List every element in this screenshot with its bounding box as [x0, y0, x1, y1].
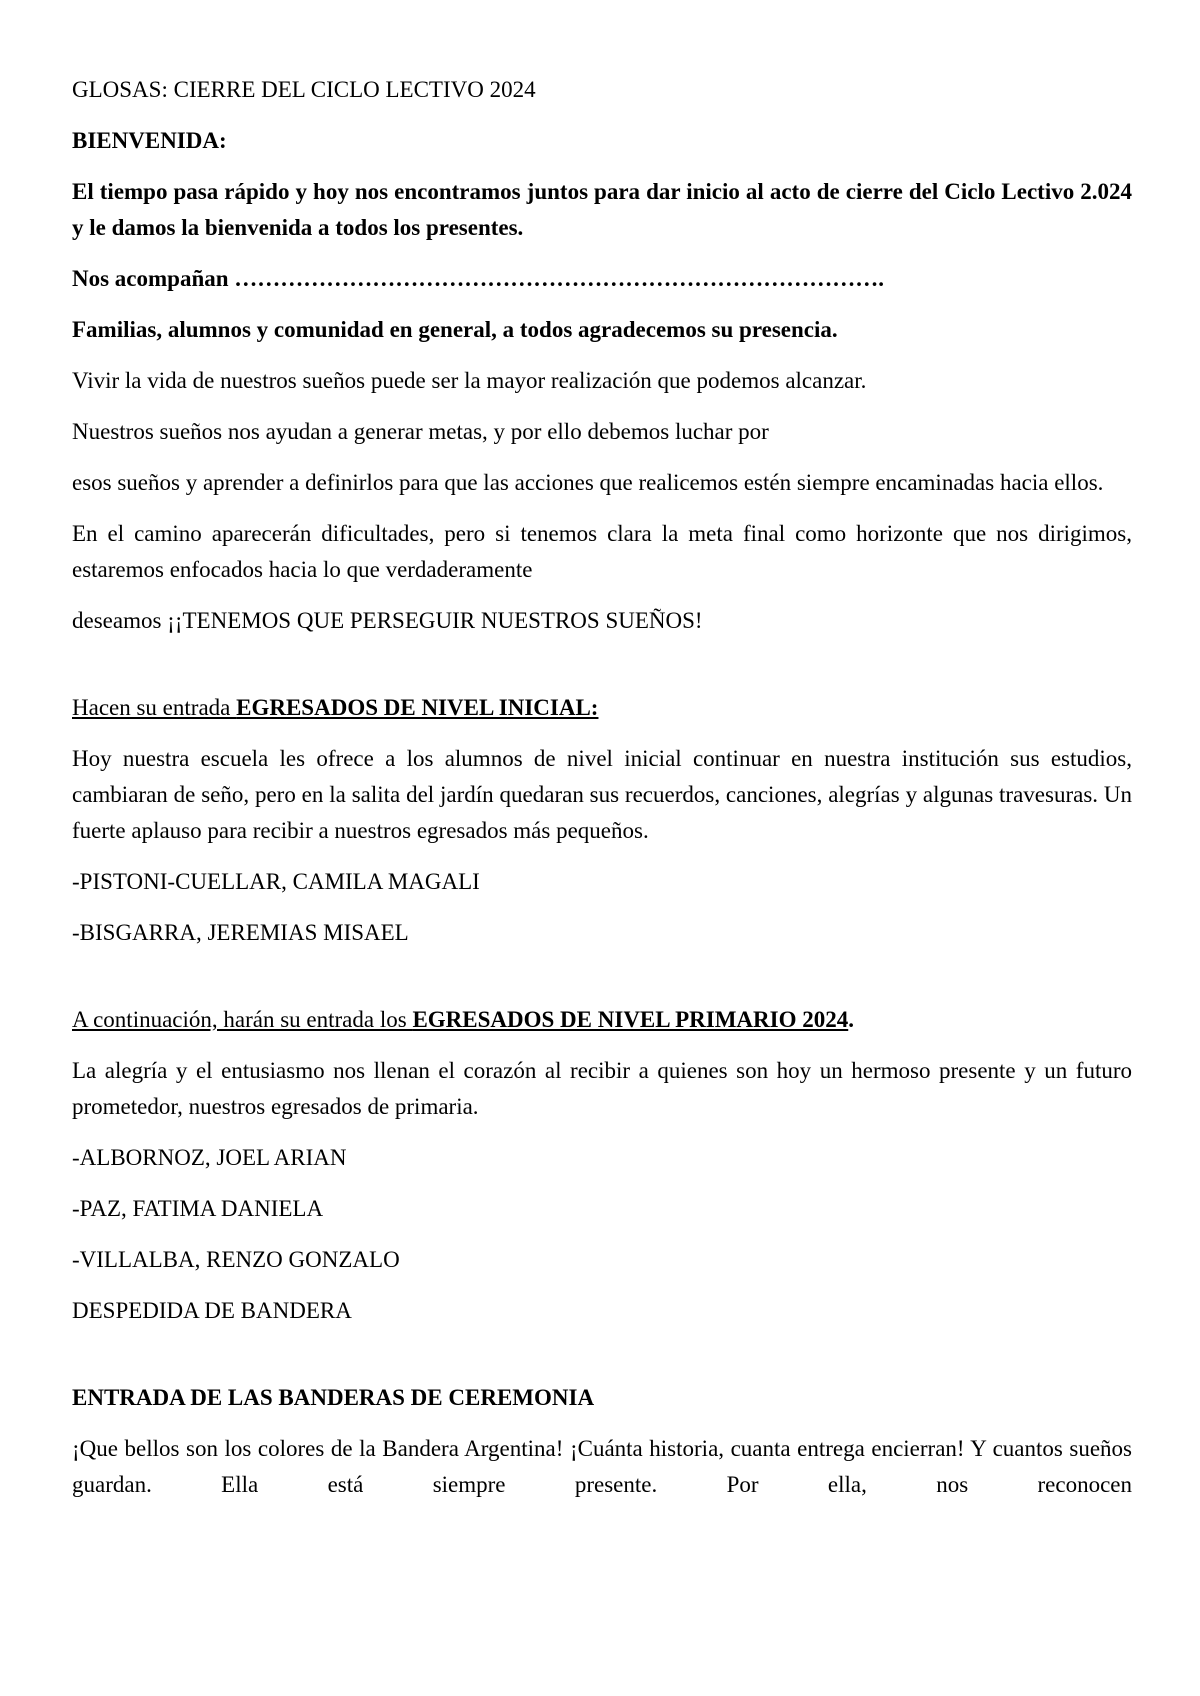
welcome-intro: El tiempo pasa rápido y hoy nos encontramos juntos para dar inicio al acto de cierre del Ciclo Lectivo 2.024 y le damos la bienvenida a todos los presentes. — [72, 179, 1132, 240]
primario-text: La alegría y el entusiasmo nos llenan el corazón al recibir a quienes son hoy un hermoso presente y un futuro prometedor, nuestros egresados de primaria. — [72, 1058, 1132, 1119]
document-title: GLOSAS: CIERRE DEL CICLO LECTIVO 2024 — [72, 77, 536, 102]
inicial-text: Hoy nuestra escuela les ofrece a los alumnos de nivel inicial continuar en nuestra institución sus estudios, cambiaran de seño, pero en la salita del jardín quedaran sus recuerdos, canciones, alegrías y algunas travesuras. Un fuerte aplauso para recibir a nuestros egresados más pequeños. — [72, 746, 1132, 843]
spacer — [72, 1344, 1132, 1380]
inicial-heading-bold: EGRESADOS DE NIVEL INICIAL: — [236, 695, 599, 720]
welcome-thanks: Familias, alumnos y comunidad en general, a todos agradecemos su presencia. — [72, 317, 838, 342]
primario-heading — [72, 1002, 1132, 1038]
welcome-heading: BIENVENIDA: — [72, 128, 227, 153]
welcome-paragraph-3: esos sueños y aprender a definirlos para que las acciones que realicemos estén siempre encaminadas hacia ellos. — [72, 470, 1104, 495]
welcome-accompany: Nos acompañan …………………………………………………………………………. — [72, 266, 885, 291]
welcome-paragraph-2: Nuestros sueños nos ayudan a generar metas, y por ello debemos luchar por — [72, 419, 769, 444]
document-page — [72, 72, 1132, 1518]
inicial-heading — [72, 690, 1132, 726]
welcome-paragraph-5: deseamos ¡¡TENEMOS QUE PERSEGUIR NUESTROS SUEÑOS! — [72, 608, 703, 633]
primario-student: -PAZ, FATIMA DANIELA — [72, 1196, 324, 1221]
inicial-student: -PISTONI-CUELLAR, CAMILA MAGALI — [72, 869, 480, 894]
banderas-text: ¡Que bellos son los colores de la Bandera Argentina! ¡Cuánta historia, cuanta entrega encierran! Y cuantos sueños guardan. Ella está siempre presente. Por ella, nos reconocen — [72, 1436, 1132, 1497]
primario-student: -VILLALBA, RENZO GONZALO — [72, 1247, 400, 1272]
inicial-heading-lead: Hacen su entrada — [72, 695, 237, 720]
primario-heading-end: . — [848, 1007, 854, 1032]
primario-heading-bold: EGRESADOS DE NIVEL PRIMARIO 2024 — [412, 1007, 849, 1032]
farewell-flag: DESPEDIDA DE BANDERA — [72, 1298, 352, 1323]
banderas-heading: ENTRADA DE LAS BANDERAS DE CEREMONIA — [72, 1385, 595, 1410]
spacer — [72, 654, 1132, 690]
welcome-paragraph-4: En el camino aparecerán dificultades, pero si tenemos clara la meta final como horizonte que nos dirigimos, estaremos enfocados hacia lo que verdaderamente — [72, 521, 1132, 582]
inicial-student: -BISGARRA, JEREMIAS MISAEL — [72, 920, 409, 945]
welcome-paragraph-1: Vivir la vida de nuestros sueños puede ser la mayor realización que podemos alcanzar. — [72, 368, 867, 393]
primario-student: -ALBORNOZ, JOEL ARIAN — [72, 1145, 347, 1170]
spacer — [72, 966, 1132, 1002]
primario-heading-lead: A continuación, harán su entrada los — [72, 1007, 413, 1032]
